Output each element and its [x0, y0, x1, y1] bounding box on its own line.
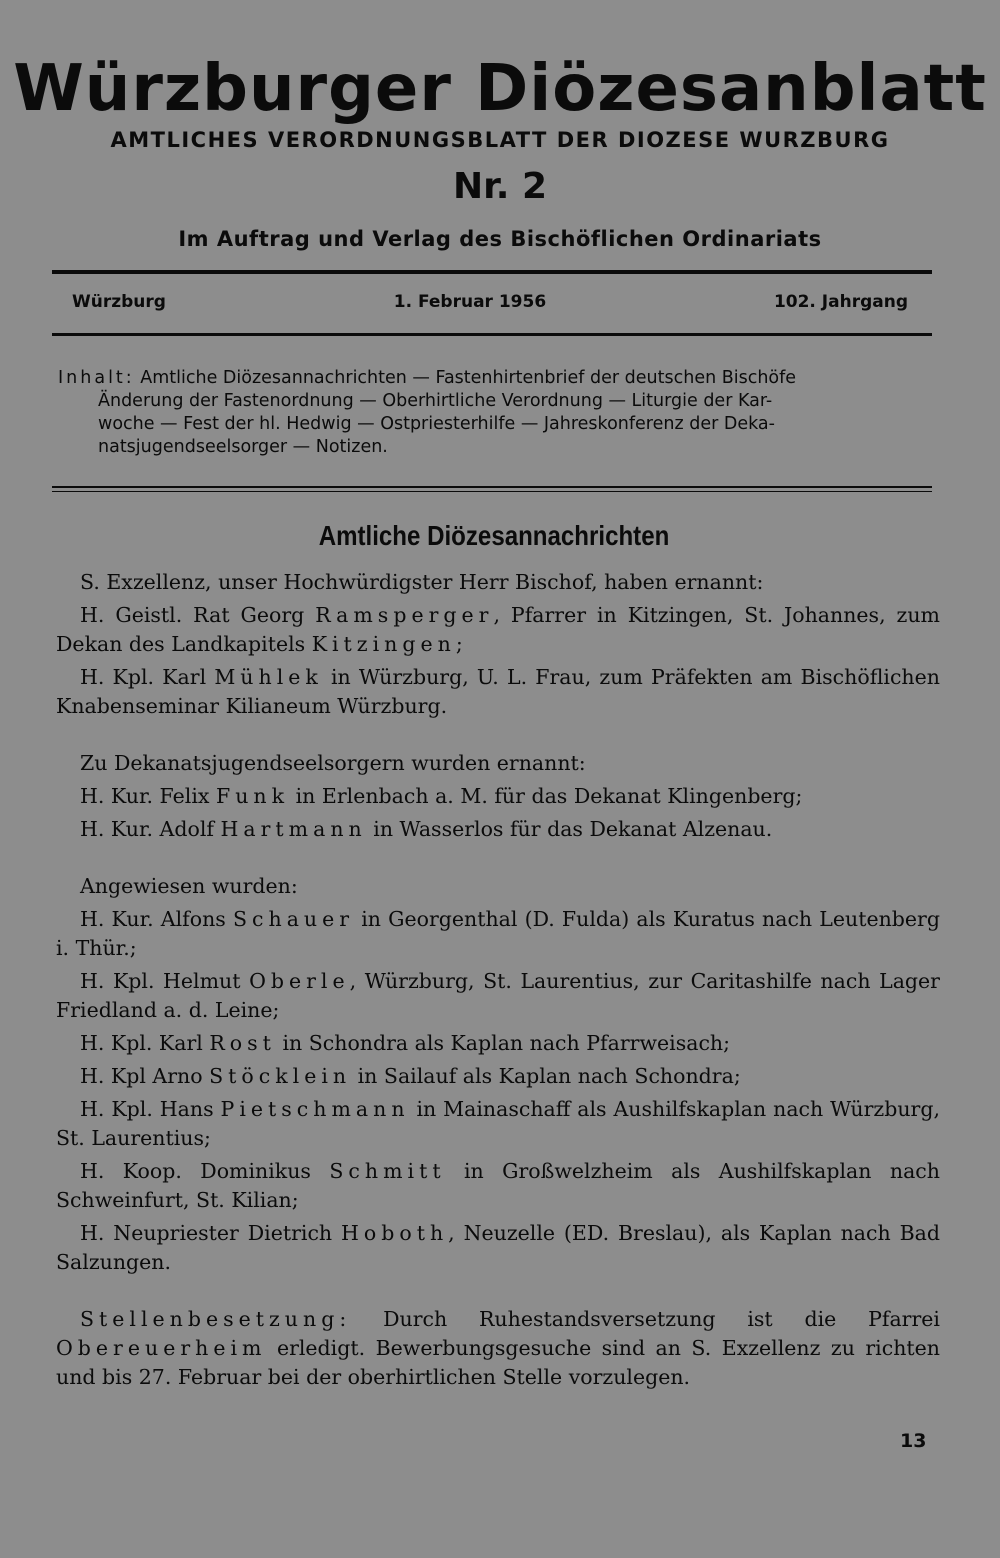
- vacancy-notice: [56, 1305, 940, 1392]
- page-number: 13: [900, 1430, 927, 1452]
- masthead-title: Würzburger Diözesanblatt: [13, 52, 987, 126]
- assignment-entry: [56, 1062, 940, 1091]
- person-name: Mühlek: [214, 665, 323, 689]
- contents-line: Änderung der Fastenordnung — Oberhirtliche Verordnung — Liturgie der Kar-: [98, 391, 773, 411]
- person-name: Hoboth: [341, 1221, 449, 1245]
- contents-label: Inhalt:: [58, 368, 135, 388]
- youth-intro: Zu Dekanatsjugendseelsorgern wurden ernannt:: [80, 751, 586, 775]
- assignment-entry: [56, 1157, 940, 1215]
- dateline-rule: [52, 333, 932, 336]
- person-name: Schmitt: [329, 1159, 446, 1183]
- dateline-date: 1. Februar 1956: [393, 292, 547, 312]
- contents-line: natsjugendseelsorger — Notizen.: [98, 437, 388, 457]
- person-name: Funk: [216, 784, 290, 808]
- person-name: Schauer: [232, 907, 355, 931]
- body-text: [56, 568, 940, 1396]
- assignment-entry: [56, 1029, 940, 1058]
- dateline-volume: 102. Jahrgang: [773, 292, 908, 312]
- vacancy-label: Stellenbesetzung:: [80, 1307, 352, 1331]
- entry-text: H. Kpl. Hans: [80, 1097, 214, 1121]
- entry-text: in Mainaschaff als Aushilfskaplan nach Würzburg, St. Laurentius;: [56, 1097, 940, 1150]
- entry-text: in Würzburg, U. L. Frau, zum Präfekten am Bischöflichen Knabenseminar Kilianeum Würzburg.: [56, 665, 940, 718]
- appointments-intro: S. Exzellenz, unser Hochwürdigster Herr Bischof, haben ernannt:: [80, 570, 764, 594]
- person-name: Pietschmann: [220, 1097, 410, 1121]
- entry-text: , Würzburg, St. Laurentius, zur Caritashilfe nach Lager Friedland a. d. Leine;: [56, 969, 940, 1022]
- entry-text: in Großwelzheim als Aushilfskaplan nach Schweinfurt, St. Kilian;: [56, 1159, 940, 1212]
- publisher-line: Im Auftrag und Verlag des Bischöflichen Ordinariats: [178, 227, 822, 251]
- assignment-entry: [56, 905, 940, 963]
- entry-text: in Georgenthal (D. Fulda) als Kuratus nach Leutenberg i. Thür.;: [56, 907, 940, 960]
- assignment-entry: [56, 1095, 940, 1153]
- contents-line: Amtliche Diözesannachrichten — Fastenhirtenbrief der deutschen Bischöfe: [140, 368, 797, 388]
- person-name: Ramsperger: [315, 603, 494, 627]
- entry-text: H. Kpl Arno: [80, 1064, 203, 1088]
- place-name: Kitzingen: [311, 632, 456, 656]
- entry-text: H. Kur. Felix: [80, 784, 210, 808]
- entry-text: H. Kpl. Karl: [80, 1031, 203, 1055]
- appointment-entry: [56, 663, 940, 721]
- appointment-entry: [56, 782, 940, 811]
- entry-text: H. Koop. Dominikus: [80, 1159, 311, 1183]
- entry-text: H. Kpl. Helmut: [80, 969, 241, 993]
- entry-text: in Wasserlos für das Dekanat Alzenau.: [373, 817, 773, 841]
- assigned-intro: Angewiesen wurden:: [80, 874, 298, 898]
- appointment-entry: [56, 815, 940, 844]
- entry-text: , Pfarrer in Kitzingen, St. Johannes, zum Dekan des Landkapitels: [56, 603, 940, 656]
- entry-text: in Erlenbach a. M. für das Dekanat Klingenberg;: [295, 784, 803, 808]
- person-name: Hartmann: [220, 817, 367, 841]
- person-name: Stöcklein: [209, 1064, 352, 1088]
- entry-text: H. Kur. Alfons: [80, 907, 226, 931]
- person-name: Oberle: [249, 969, 350, 993]
- table-of-contents: [58, 367, 934, 459]
- dateline-place: Würzburg: [72, 292, 166, 312]
- section-title: Amtliche Diözesannachrichten: [318, 520, 670, 551]
- top-rule: [52, 270, 932, 274]
- entry-text: H. Geistl. Rat Georg: [80, 603, 305, 627]
- entry-text: in Schondra als Kaplan nach Pfarrweisach;: [282, 1031, 731, 1055]
- assignment-entry: [56, 967, 940, 1025]
- person-name: Rost: [209, 1031, 276, 1055]
- entry-text: Durch Ruhestandsversetzung ist die Pfarrei: [383, 1307, 940, 1331]
- issue-number: Nr. 2: [452, 166, 547, 207]
- appointment-entry: [56, 601, 940, 659]
- entry-text: H. Kpl. Karl: [80, 665, 207, 689]
- entry-text: in Sailauf als Kaplan nach Schondra;: [357, 1064, 741, 1088]
- entry-text: , Neuzelle (ED. Breslau), als Kaplan nach Bad Salzungen.: [56, 1221, 940, 1274]
- dateline: [72, 292, 908, 312]
- entry-text: H. Kur. Adolf: [80, 817, 214, 841]
- contents-line: woche — Fest der hl. Hedwig — Ostpriesterhilfe — Jahreskonferenz der Deka-: [98, 414, 775, 434]
- contents-rule-top: [52, 486, 932, 488]
- contents-rule-bottom: [52, 491, 932, 492]
- entry-text: ;: [455, 632, 463, 656]
- entry-text: H. Neupriester Dietrich: [80, 1221, 333, 1245]
- assignment-entry: [56, 1219, 940, 1277]
- entry-text: erledigt. Bewerbungsgesuche sind an S. Exzellenz zu richten und bis 27. Februar bei der oberhirtlichen Stelle vorzulegen.: [56, 1336, 940, 1389]
- masthead-subtitle: AMTLICHES VERORDNUNGSBLATT DER DIOZESE WURZBURG: [110, 128, 890, 152]
- place-name: Obereuerheim: [56, 1336, 267, 1360]
